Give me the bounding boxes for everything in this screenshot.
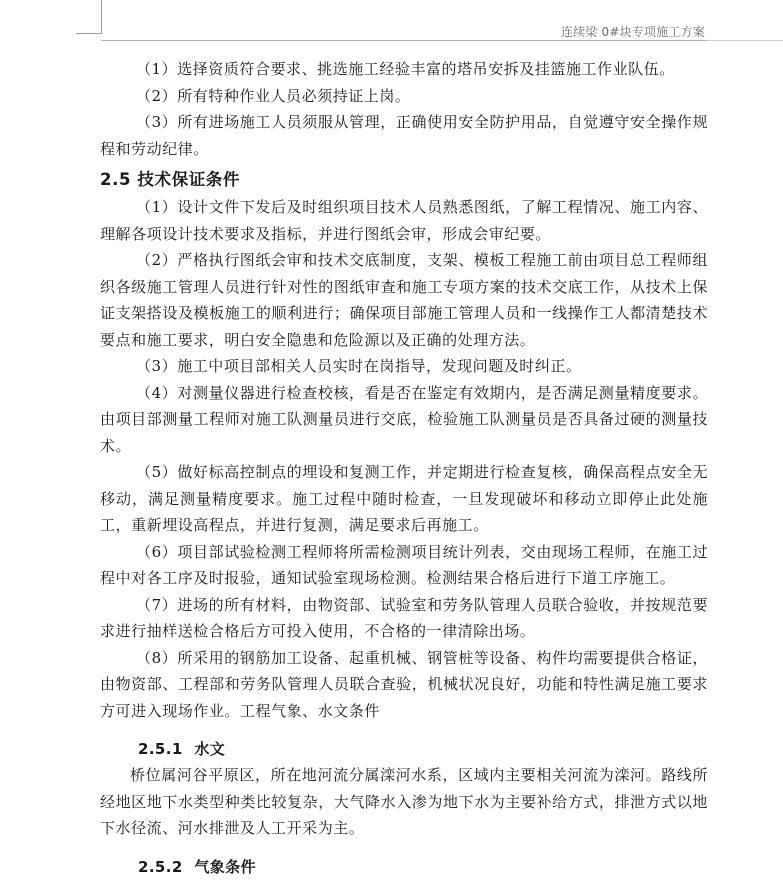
subsection-heading-2-5-1	[138, 736, 708, 762]
list-item: （3）施工中项目部相关人员实时在岗指导，发现问题及时纠正。	[136, 357, 582, 375]
list-item: （5）做好标高控制点的埋设和复测工作，并定期进行检查复核，确保高程点安全无移动，满足测量精度要求。施工过程中随时检查，一旦发现破坏和移动立即停止此处施工，重新埋设高程点，并进行复测，满足要求后再施工。	[100, 463, 708, 534]
header-rule	[101, 40, 706, 41]
crop-mark-horizontal	[76, 33, 102, 34]
list-item: （4）对测量仪器进行检查校核，看是否在鉴定有效期内，是否满足测量精度要求。由项目部测量工程师对施工队测量员进行交底，检验施工队测量员是否具备过硬的测量技术。	[100, 383, 708, 455]
section-number: 2.5	[100, 170, 132, 189]
body-text	[100, 56, 708, 880]
subsection-title: 气象条件	[194, 857, 256, 876]
list-item: （1）设计文件下发后及时组织项目技术人员熟悉图纸，了解工程情况、施工内容、理解各项设计技术要求及指标，并进行图纸会审，形成会审纪要。	[100, 198, 708, 243]
list-item: （8）所采用的钢筋加工设备、起重机械、钢管桩等设备、构件均需要提供合格证，由物资部、工程部和劳务队管理人员联合查验，机械状况良好，功能和特性满足施工要求方可进入现场作业。工程气象、水文条件	[100, 648, 708, 720]
paragraph: （2）所有特种作业人员必须持证上岗。	[136, 86, 411, 105]
paragraph: （3）所有进场施工人员须服从管理，正确使用安全防护用品，自觉遵守安全操作规程和劳动纪律。	[100, 113, 708, 158]
paragraph: 桥位属河谷平原区，所在地河流分属滦河水系，区域内主要相关河流为滦河。路线所经地区地下水类型种类比较复杂，大气降水入渗为地下水为主要补给方式，排泄方式以地下水径流、河水排泄及人工开采为主。	[100, 766, 708, 837]
subsection-number: 2.5.2	[138, 857, 183, 876]
subsection-heading-2-5-2	[138, 854, 708, 880]
crop-mark-vertical	[101, 0, 102, 34]
section-heading-2-5	[100, 166, 708, 194]
header-rule-extension	[706, 40, 783, 41]
subsection-number: 2.5.1	[138, 740, 183, 758]
running-header: 连续梁 0#块专项施工方案	[560, 25, 705, 39]
section-title: 技术保证条件	[137, 170, 240, 189]
subsection-title: 水文	[194, 740, 226, 758]
list-item: （6）项目部试验检测工程师将所需检测项目统计列表，交由现场工程师，在施工过程中对各工序及时报验，通知试验室现场检测。检测结果合格后进行下道工序施工。	[100, 542, 708, 587]
list-item: （7）进场的所有材料，由物资部、试验室和劳务队管理人员联合验收，并按规范要求进行抽样送检合格后方可投入使用，不合格的一律清除出场。	[100, 595, 708, 640]
paragraph: （1）选择资质符合要求、挑选施工经验丰富的塔吊安拆及挂篮施工作业队伍。	[136, 60, 675, 78]
list-item: （2）严格执行图纸会审和技术交底制度，支架、模板工程施工前由项目总工程师组织各级施工管理人员进行针对性的图纸审查和施工专项方案的技术交底工作，从技术上保证支架搭设及模板施工的顺利进行；确保项目部施工管理人员和一线操作工人都清楚技术要点和施工要求，明白安全隐患和危险源以及正确的处理方法。	[100, 251, 708, 349]
